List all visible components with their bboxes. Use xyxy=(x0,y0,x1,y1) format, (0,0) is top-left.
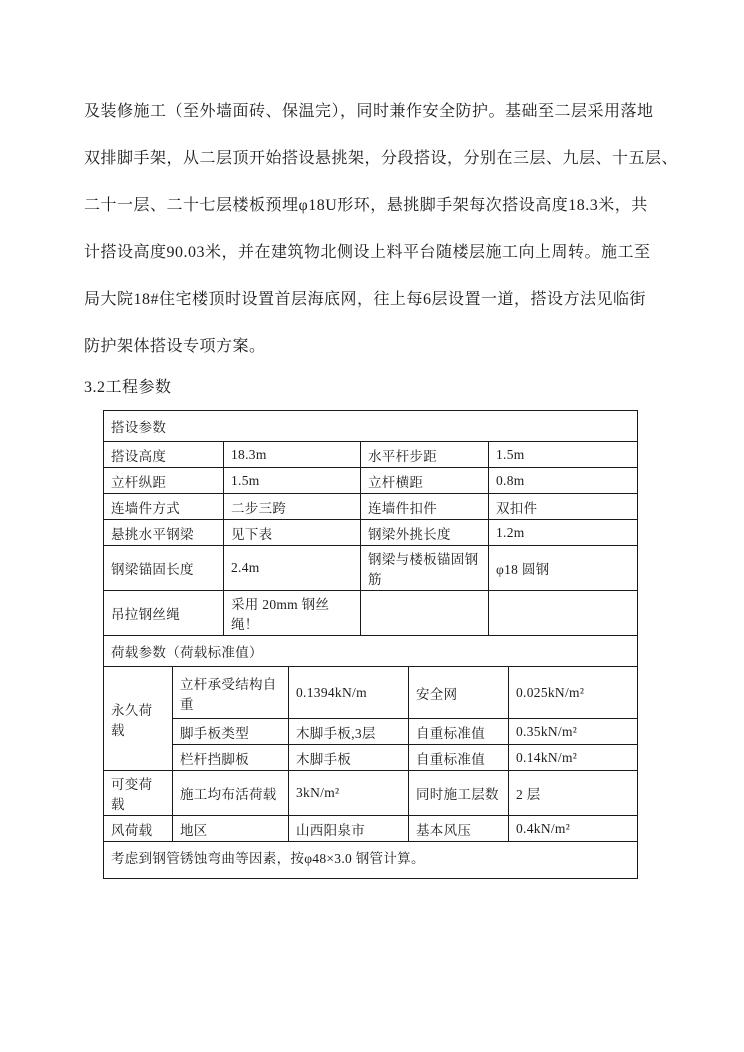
page-content xyxy=(84,88,679,879)
table-cell: φ18 圆钢 xyxy=(489,546,638,591)
table-cell: 双扣件 xyxy=(489,494,638,520)
paragraph-line: 防护架体搭设专项方案。 xyxy=(84,338,266,355)
table-cell: 连墙件扣件 xyxy=(361,494,489,520)
table-cell: 搭设高度 xyxy=(104,442,224,468)
table-cell: 同时施工层数 xyxy=(409,771,509,816)
table-cell: 1.2m xyxy=(489,520,638,546)
table-row xyxy=(104,816,638,842)
table-cell: 见下表 xyxy=(224,520,361,546)
paragraph-line: 及装修施工（至外墙面砖、保温完），同时兼作安全防护。基础至二层采用落地 xyxy=(84,103,654,120)
table-row xyxy=(104,719,638,745)
table-cell: 荷载参数（荷载标准值） xyxy=(104,636,638,667)
table-cell: 栏杆挡脚板 xyxy=(173,745,289,771)
table-cell: 吊拉钢丝绳 xyxy=(104,591,224,636)
paragraph-line: 双排脚手架，从二层顶开始搭设悬挑架，分段搭设，分别在三层、九层、十五层、 xyxy=(84,150,679,167)
table-row xyxy=(104,591,638,636)
table-cell: 搭设参数 xyxy=(104,411,638,442)
table-cell xyxy=(361,591,489,636)
table-cell: 0.025kN/m² xyxy=(509,667,638,719)
table-row xyxy=(104,442,638,468)
table-cell: 二步三跨 xyxy=(224,494,361,520)
table-cell: 立杆横距 xyxy=(361,468,489,494)
table-cell: 基本风压 xyxy=(409,816,509,842)
paragraph-line: 二十一层、二十七层楼板预埋φ18U形环，悬挑脚手架每次搭设高度18.3米，共 xyxy=(84,197,648,214)
table-cell: 地区 xyxy=(173,816,289,842)
table-cell: 钢梁锚固长度 xyxy=(104,546,224,591)
table-cell: 立杆承受结构自重 xyxy=(173,667,289,719)
table-cell: 0.8m xyxy=(489,468,638,494)
parameters-table xyxy=(103,410,638,879)
table-cell: 木脚手板 xyxy=(289,745,409,771)
table-cell xyxy=(489,591,638,636)
table-row-footer-note xyxy=(104,842,638,879)
table-cell: 水平杆步距 xyxy=(361,442,489,468)
table-cell: 0.4kN/m² xyxy=(509,816,638,842)
body-paragraph xyxy=(84,88,679,370)
table-cell: 脚手板类型 xyxy=(173,719,289,745)
table-cell: 钢梁与楼板锚固钢筋 xyxy=(361,546,489,591)
table-row xyxy=(104,667,638,719)
table-cell: 自重标准值 xyxy=(409,745,509,771)
table-cell: 考虑到钢管锈蚀弯曲等因素，按φ48×3.0 钢管计算。 xyxy=(104,842,638,879)
table-cell: 立杆纵距 xyxy=(104,468,224,494)
table-row-section-header xyxy=(104,636,638,667)
table-cell: 0.1394kN/m xyxy=(289,667,409,719)
table-row-section-header xyxy=(104,411,638,442)
table-cell: 悬挑水平钢梁 xyxy=(104,520,224,546)
table-cell: 施工均布活荷载 xyxy=(173,771,289,816)
table-cell: 自重标准值 xyxy=(409,719,509,745)
table-cell: 2 层 xyxy=(509,771,638,816)
table-cell: 永久荷载 xyxy=(104,667,173,771)
paragraph-line: 计搭设高度90.03米，并在建筑物北侧设上料平台随楼层施工向上周转。施工至 xyxy=(84,244,651,261)
table-row xyxy=(104,546,638,591)
table-row xyxy=(104,771,638,816)
table-cell: 山西阳泉市 xyxy=(289,816,409,842)
table-cell: 安全网 xyxy=(409,667,509,719)
table-cell: 1.5m xyxy=(224,468,361,494)
table-cell: 18.3m xyxy=(224,442,361,468)
table-cell: 木脚手板,3层 xyxy=(289,719,409,745)
table-cell: 0.14kN/m² xyxy=(509,745,638,771)
table-cell: 1.5m xyxy=(489,442,638,468)
table-cell: 2.4m xyxy=(224,546,361,591)
table-cell: 钢梁外挑长度 xyxy=(361,520,489,546)
table-row xyxy=(104,494,638,520)
table-cell: 风荷载 xyxy=(104,816,173,842)
table-cell: 可变荷载 xyxy=(104,771,173,816)
table-cell: 0.35kN/m² xyxy=(509,719,638,745)
table-row xyxy=(104,520,638,546)
section-heading: 3.2工程参数 xyxy=(84,379,172,396)
table-cell: 3kN/m² xyxy=(289,771,409,816)
paragraph-line: 局大院18#住宅楼顶时设置首层海底网，往上每6层设置一道，搭设方法见临街 xyxy=(84,291,647,308)
table-row xyxy=(104,468,638,494)
table-cell: 采用 20mm 钢丝绳！ xyxy=(224,591,361,636)
table-cell: 连墙件方式 xyxy=(104,494,224,520)
table-row xyxy=(104,745,638,771)
